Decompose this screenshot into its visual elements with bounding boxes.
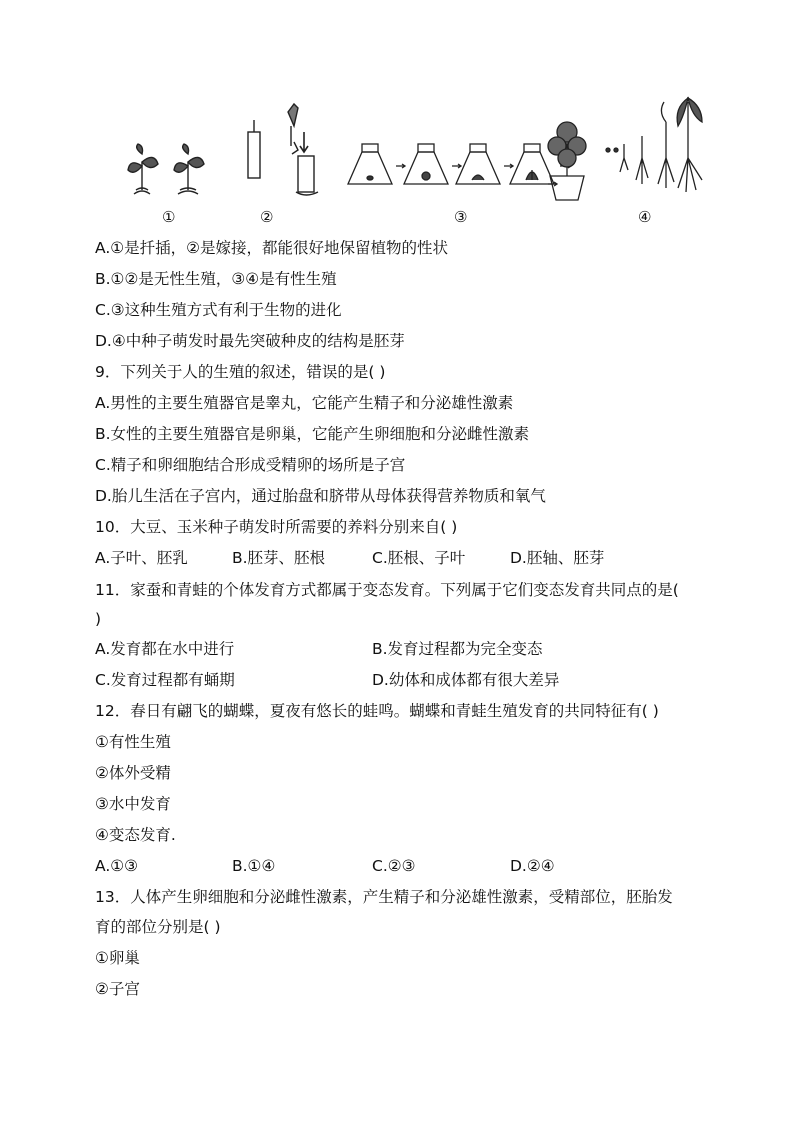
q11-stem-line2: ) [95,610,102,628]
figure-label-1: ① [162,208,176,226]
reproduction-figure [120,92,710,232]
q12-option-d: D.②④ [510,857,555,875]
q8-option-b: B.①②是无性生殖，③④是有性生殖 [95,270,337,288]
q13-stem-line1: 13．人体产生卵细胞和分泌雌性激素，产生精子和分泌雄性激素，受精部位，胚胎发 [95,888,673,906]
q13-stem-line2: 育的部位分别是( ) [95,918,221,936]
q9-option-b: B.女性的主要生殖器官是卵巢，它能产生卵细胞和分泌雌性激素 [95,425,530,443]
figure-label-2: ② [260,208,274,226]
figure-1-plants [128,144,204,194]
figure-2-grafting [248,104,318,195]
q11-option-d: D.幼体和成体都有很大差异 [372,671,560,689]
q10-option-c: C.胚根、子叶 [372,549,466,567]
q12-option-b: B.①④ [232,857,276,875]
q10-stem: 10．大豆、玉米种子萌发时所需要的养料分别来自( ) [95,518,458,536]
q9-option-c: C.精子和卵细胞结合形成受精卵的场所是子宫 [95,456,406,474]
q8-option-a: A.①是扦插，②是嫁接，都能很好地保留植物的性状 [95,239,449,257]
q12-option-c: C.②③ [372,857,416,875]
q8-option-c: C.③这种生殖方式有利于生物的进化 [95,301,342,319]
q9-stem: 9．下列关于人的生殖的叙述，错误的是( ) [95,363,386,381]
q9-option-d: D.胎儿生活在子宫内，通过胎盘和脐带从母体获得营养物质和氧气 [95,487,546,505]
q10-option-a: A.子叶、胚乳 [95,549,188,567]
q12-item-1: ①有性生殖 [95,733,171,751]
figure-label-4: ④ [638,208,652,226]
q13-item-1: ①卵巢 [95,949,140,967]
q12-item-3: ③水中发育 [95,795,171,813]
q11-stem-line1: 11．家蚕和青蛙的个体发育方式都属于变态发育。下列属于它们变态发育共同点的是( [95,581,679,599]
figure-illustrations [120,92,710,232]
q11-option-c: C.发育过程都有蛹期 [95,671,235,689]
figure-3-tissue-culture [348,122,586,200]
q12-item-4: ④变态发育. [95,826,176,844]
q13-item-2: ②子宫 [95,980,140,998]
q12-option-a: A.①③ [95,857,139,875]
q10-option-b: B.胚芽、胚根 [232,549,326,567]
q11-option-a: A.发育都在水中进行 [95,640,235,658]
q12-item-2: ②体外受精 [95,764,171,782]
q11-option-b: B.发育过程都为完全变态 [372,640,543,658]
q10-option-d: D.胚轴、胚芽 [510,549,605,567]
figure-4-germination [606,98,702,192]
figure-label-3: ③ [454,208,468,226]
q9-option-a: A.男性的主要生殖器官是睾丸，它能产生精子和分泌雄性激素 [95,394,514,412]
q8-option-d: D.④中种子萌发时最先突破种皮的结构是胚芽 [95,332,405,350]
q12-stem: 12．春日有翩飞的蝴蝶，夏夜有悠长的蛙鸣。蝴蝶和青蛙生殖发育的共同特征有( ) [95,702,659,720]
